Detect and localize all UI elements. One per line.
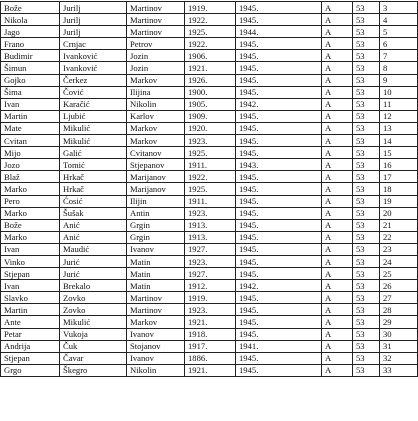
first-name-cell: Šimun (1, 62, 60, 74)
number-cell: 18 (380, 183, 418, 195)
category-cell: A (322, 122, 353, 134)
code-cell: 53 (353, 2, 380, 14)
father-name-cell: Martinov (127, 292, 185, 304)
death-year-cell: 1945. (236, 195, 322, 207)
death-year-cell: 1945. (236, 255, 322, 267)
surname-cell: Karačić (60, 98, 127, 110)
father-name-cell: Jozin (127, 50, 185, 62)
number-cell: 16 (380, 159, 418, 171)
category-cell: A (322, 147, 353, 159)
first-name-cell: Jago (1, 26, 60, 38)
table-row (1, 122, 418, 134)
death-year-cell: 1945. (236, 14, 322, 26)
table-row (1, 110, 418, 122)
table-row (1, 255, 418, 267)
first-name-cell: Ivan (1, 98, 60, 110)
category-cell: A (322, 26, 353, 38)
birth-year-cell: 1900. (185, 86, 236, 98)
birth-year-cell: 1923. (185, 304, 236, 316)
table-row (1, 74, 418, 86)
death-year-cell: 1945. (236, 316, 322, 328)
surname-cell: Čović (60, 86, 127, 98)
number-cell: 14 (380, 135, 418, 147)
death-year-cell: 1945. (236, 74, 322, 86)
death-year-cell: 1945. (236, 171, 322, 183)
death-year-cell: 1945. (236, 231, 322, 243)
number-cell: 29 (380, 316, 418, 328)
number-cell: 21 (380, 219, 418, 231)
number-cell: 26 (380, 280, 418, 292)
category-cell: A (322, 219, 353, 231)
surname-cell: Čerkez (60, 74, 127, 86)
number-cell: 17 (380, 171, 418, 183)
surname-cell: Ćosić (60, 195, 127, 207)
first-name-cell: Mate (1, 122, 60, 134)
category-cell: A (322, 110, 353, 122)
code-cell: 53 (353, 183, 380, 195)
first-name-cell: Frano (1, 38, 60, 50)
surname-cell: Jurilj (60, 2, 127, 14)
category-cell: A (322, 14, 353, 26)
code-cell: 53 (353, 86, 380, 98)
code-cell: 53 (353, 243, 380, 255)
surname-cell: Crnjac (60, 38, 127, 50)
birth-year-cell: 1919. (185, 2, 236, 14)
father-name-cell: Grgin (127, 219, 185, 231)
category-cell: A (322, 231, 353, 243)
table-row (1, 268, 418, 280)
category-cell: A (322, 159, 353, 171)
birth-year-cell: 1886. (185, 352, 236, 364)
first-name-cell: Petar (1, 328, 60, 340)
table-row (1, 304, 418, 316)
surname-cell: Škegro (60, 364, 127, 376)
death-year-cell: 1945. (236, 207, 322, 219)
first-name-cell: Ivan (1, 243, 60, 255)
first-name-cell: Bože (1, 2, 60, 14)
code-cell: 53 (353, 50, 380, 62)
code-cell: 53 (353, 316, 380, 328)
number-cell: 20 (380, 207, 418, 219)
father-name-cell: Ivanov (127, 243, 185, 255)
death-year-cell: 1945. (236, 268, 322, 280)
birth-year-cell: 1905. (185, 98, 236, 110)
surname-cell: Mikulić (60, 122, 127, 134)
surname-cell: Šušak (60, 207, 127, 219)
number-cell: 27 (380, 292, 418, 304)
surname-cell: Jurić (60, 255, 127, 267)
surname-cell: Tomić (60, 159, 127, 171)
category-cell: A (322, 292, 353, 304)
father-name-cell: Markov (127, 135, 185, 147)
birth-year-cell: 1921. (185, 62, 236, 74)
birth-year-cell: 1912. (185, 280, 236, 292)
father-name-cell: Matin (127, 255, 185, 267)
father-name-cell: Matin (127, 280, 185, 292)
category-cell: A (322, 86, 353, 98)
table-row (1, 14, 418, 26)
code-cell: 53 (353, 292, 380, 304)
surname-cell: Ljubić (60, 110, 127, 122)
number-cell: 33 (380, 364, 418, 376)
number-cell: 23 (380, 243, 418, 255)
category-cell: A (322, 183, 353, 195)
surname-cell: Mikulić (60, 316, 127, 328)
surname-cell: Anić (60, 219, 127, 231)
number-cell: 7 (380, 50, 418, 62)
table-row (1, 50, 418, 62)
number-cell: 22 (380, 231, 418, 243)
father-name-cell: Martinov (127, 26, 185, 38)
table-row (1, 243, 418, 255)
surname-cell: Zovko (60, 304, 127, 316)
father-name-cell: Markov (127, 316, 185, 328)
surname-cell: Jurilj (60, 14, 127, 26)
category-cell: A (322, 364, 353, 376)
birth-year-cell: 1913. (185, 219, 236, 231)
birth-year-cell: 1926. (185, 74, 236, 86)
surname-cell: Ivanković (60, 50, 127, 62)
surname-cell: Vukoja (60, 328, 127, 340)
death-year-cell: 1941. (236, 340, 322, 352)
surname-cell: Zovko (60, 292, 127, 304)
surname-cell: Jurić (60, 268, 127, 280)
birth-year-cell: 1927. (185, 268, 236, 280)
first-name-cell: Vinko (1, 255, 60, 267)
category-cell: A (322, 195, 353, 207)
number-cell: 28 (380, 304, 418, 316)
surname-cell: Galić (60, 147, 127, 159)
category-cell: A (322, 352, 353, 364)
birth-year-cell: 1925. (185, 147, 236, 159)
birth-year-cell: 1906. (185, 50, 236, 62)
surname-cell: Hrkač (60, 171, 127, 183)
table-row (1, 328, 418, 340)
code-cell: 53 (353, 328, 380, 340)
birth-year-cell: 1925. (185, 183, 236, 195)
first-name-cell: Bože (1, 219, 60, 231)
father-name-cell: Stojanov (127, 340, 185, 352)
code-cell: 53 (353, 171, 380, 183)
first-name-cell: Andrija (1, 340, 60, 352)
category-cell: A (322, 62, 353, 74)
number-cell: 4 (380, 14, 418, 26)
code-cell: 53 (353, 135, 380, 147)
death-year-cell: 1945. (236, 352, 322, 364)
surname-cell: Brekalo (60, 280, 127, 292)
number-cell: 30 (380, 328, 418, 340)
first-name-cell: Mijo (1, 147, 60, 159)
father-name-cell: Antin (127, 207, 185, 219)
birth-year-cell: 1918. (185, 328, 236, 340)
table-row (1, 183, 418, 195)
surname-cell: Čavar (60, 352, 127, 364)
number-cell: 24 (380, 255, 418, 267)
father-name-cell: Markov (127, 122, 185, 134)
father-name-cell: Ivanov (127, 352, 185, 364)
death-year-cell: 1945. (236, 62, 322, 74)
category-cell: A (322, 74, 353, 86)
birth-year-cell: 1925. (185, 26, 236, 38)
first-name-cell: Martin (1, 304, 60, 316)
category-cell: A (322, 304, 353, 316)
number-cell: 11 (380, 98, 418, 110)
father-name-cell: Karlov (127, 110, 185, 122)
number-cell: 10 (380, 86, 418, 98)
table-row (1, 62, 418, 74)
category-cell: A (322, 255, 353, 267)
category-cell: A (322, 207, 353, 219)
code-cell: 53 (353, 122, 380, 134)
birth-year-cell: 1913. (185, 231, 236, 243)
first-name-cell: Stjepan (1, 268, 60, 280)
number-cell: 13 (380, 122, 418, 134)
death-year-cell: 1945. (236, 122, 322, 134)
code-cell: 53 (353, 268, 380, 280)
table-row (1, 159, 418, 171)
birth-year-cell: 1923. (185, 207, 236, 219)
father-name-cell: Nikolin (127, 98, 185, 110)
code-cell: 53 (353, 98, 380, 110)
code-cell: 53 (353, 352, 380, 364)
death-year-cell: 1945. (236, 304, 322, 316)
death-year-cell: 1945. (236, 135, 322, 147)
code-cell: 53 (353, 255, 380, 267)
category-cell: A (322, 38, 353, 50)
birth-year-cell: 1921. (185, 364, 236, 376)
category-cell: A (322, 340, 353, 352)
table-row (1, 86, 418, 98)
code-cell: 53 (353, 207, 380, 219)
death-year-cell: 1945. (236, 243, 322, 255)
father-name-cell: Marijanov (127, 171, 185, 183)
death-year-cell: 1942. (236, 98, 322, 110)
father-name-cell: Marijanov (127, 183, 185, 195)
first-name-cell: Marko (1, 207, 60, 219)
first-name-cell: Šima (1, 86, 60, 98)
table-row (1, 219, 418, 231)
table-row (1, 340, 418, 352)
code-cell: 53 (353, 280, 380, 292)
birth-year-cell: 1923. (185, 255, 236, 267)
father-name-cell: Martinov (127, 304, 185, 316)
father-name-cell: Ilijin (127, 195, 185, 207)
table-row (1, 292, 418, 304)
category-cell: A (322, 135, 353, 147)
first-name-cell: Marko (1, 183, 60, 195)
father-name-cell: Matin (127, 268, 185, 280)
birth-year-cell: 1919. (185, 292, 236, 304)
first-name-cell: Martin (1, 110, 60, 122)
death-year-cell: 1945. (236, 328, 322, 340)
number-cell: 32 (380, 352, 418, 364)
code-cell: 53 (353, 219, 380, 231)
surname-cell: Mikulić (60, 135, 127, 147)
death-year-cell: 1945. (236, 183, 322, 195)
father-name-cell: Ilijina (127, 86, 185, 98)
surname-cell: Čuk (60, 340, 127, 352)
birth-year-cell: 1911. (185, 195, 236, 207)
surname-cell: Jurilj (60, 26, 127, 38)
code-cell: 53 (353, 110, 380, 122)
death-year-cell: 1943. (236, 159, 322, 171)
death-year-cell: 1944. (236, 26, 322, 38)
category-cell: A (322, 328, 353, 340)
first-name-cell: Jozo (1, 159, 60, 171)
number-cell: 15 (380, 147, 418, 159)
birth-year-cell: 1922. (185, 38, 236, 50)
first-name-cell: Marko (1, 231, 60, 243)
death-year-cell: 1945. (236, 2, 322, 14)
table-row (1, 195, 418, 207)
first-name-cell: Cvitan (1, 135, 60, 147)
first-name-cell: Budimir (1, 50, 60, 62)
death-year-cell: 1945. (236, 38, 322, 50)
father-name-cell: Grgin (127, 231, 185, 243)
table-row (1, 364, 418, 376)
table-row (1, 207, 418, 219)
category-cell: A (322, 2, 353, 14)
birth-year-cell: 1909. (185, 110, 236, 122)
code-cell: 53 (353, 159, 380, 171)
category-cell: A (322, 171, 353, 183)
birth-year-cell: 1917. (185, 340, 236, 352)
first-name-cell: Ante (1, 316, 60, 328)
table-row (1, 352, 418, 364)
surname-cell: Anić (60, 231, 127, 243)
code-cell: 53 (353, 62, 380, 74)
first-name-cell: Ivan (1, 280, 60, 292)
table-row (1, 171, 418, 183)
category-cell: A (322, 243, 353, 255)
number-cell: 5 (380, 26, 418, 38)
code-cell: 53 (353, 14, 380, 26)
table-row (1, 231, 418, 243)
table-row (1, 26, 418, 38)
category-cell: A (322, 280, 353, 292)
category-cell: A (322, 98, 353, 110)
table-row (1, 316, 418, 328)
code-cell: 53 (353, 147, 380, 159)
first-name-cell: Slavko (1, 292, 60, 304)
birth-year-cell: 1927. (185, 243, 236, 255)
father-name-cell: Martinov (127, 2, 185, 14)
death-year-cell: 1945. (236, 292, 322, 304)
death-year-cell: 1945. (236, 364, 322, 376)
table-row (1, 98, 418, 110)
records-table-body (1, 2, 418, 377)
table-row (1, 147, 418, 159)
death-year-cell: 1945. (236, 110, 322, 122)
code-cell: 53 (353, 26, 380, 38)
death-year-cell: 1945. (236, 147, 322, 159)
birth-year-cell: 1923. (185, 135, 236, 147)
father-name-cell: Cvitanov (127, 147, 185, 159)
father-name-cell: Martinov (127, 14, 185, 26)
surname-cell: Hrkač (60, 183, 127, 195)
birth-year-cell: 1911. (185, 159, 236, 171)
father-name-cell: Stjepanov (127, 159, 185, 171)
code-cell: 53 (353, 38, 380, 50)
code-cell: 53 (353, 364, 380, 376)
code-cell: 53 (353, 74, 380, 86)
number-cell: 12 (380, 110, 418, 122)
death-year-cell: 1945. (236, 50, 322, 62)
table-row (1, 2, 418, 14)
code-cell: 53 (353, 195, 380, 207)
birth-year-cell: 1922. (185, 14, 236, 26)
first-name-cell: Grgo (1, 364, 60, 376)
records-table (0, 1, 418, 377)
number-cell: 3 (380, 2, 418, 14)
death-year-cell: 1942. (236, 280, 322, 292)
code-cell: 53 (353, 304, 380, 316)
number-cell: 19 (380, 195, 418, 207)
father-name-cell: Nikolin (127, 364, 185, 376)
category-cell: A (322, 268, 353, 280)
number-cell: 8 (380, 62, 418, 74)
birth-year-cell: 1920. (185, 122, 236, 134)
surname-cell: Maudić (60, 243, 127, 255)
table-row (1, 280, 418, 292)
category-cell: A (322, 50, 353, 62)
death-year-cell: 1945. (236, 86, 322, 98)
first-name-cell: Nikola (1, 14, 60, 26)
number-cell: 9 (380, 74, 418, 86)
code-cell: 53 (353, 231, 380, 243)
father-name-cell: Jozin (127, 62, 185, 74)
number-cell: 31 (380, 340, 418, 352)
first-name-cell: Pero (1, 195, 60, 207)
first-name-cell: Stjepan (1, 352, 60, 364)
table-row (1, 38, 418, 50)
number-cell: 25 (380, 268, 418, 280)
first-name-cell: Blaž (1, 171, 60, 183)
death-year-cell: 1945. (236, 219, 322, 231)
father-name-cell: Petrov (127, 38, 185, 50)
number-cell: 6 (380, 38, 418, 50)
category-cell: A (322, 316, 353, 328)
surname-cell: Ivanković (60, 62, 127, 74)
birth-year-cell: 1922. (185, 171, 236, 183)
father-name-cell: Ivanov (127, 328, 185, 340)
code-cell: 53 (353, 340, 380, 352)
table-row (1, 135, 418, 147)
birth-year-cell: 1921. (185, 316, 236, 328)
father-name-cell: Markov (127, 74, 185, 86)
first-name-cell: Gojko (1, 74, 60, 86)
